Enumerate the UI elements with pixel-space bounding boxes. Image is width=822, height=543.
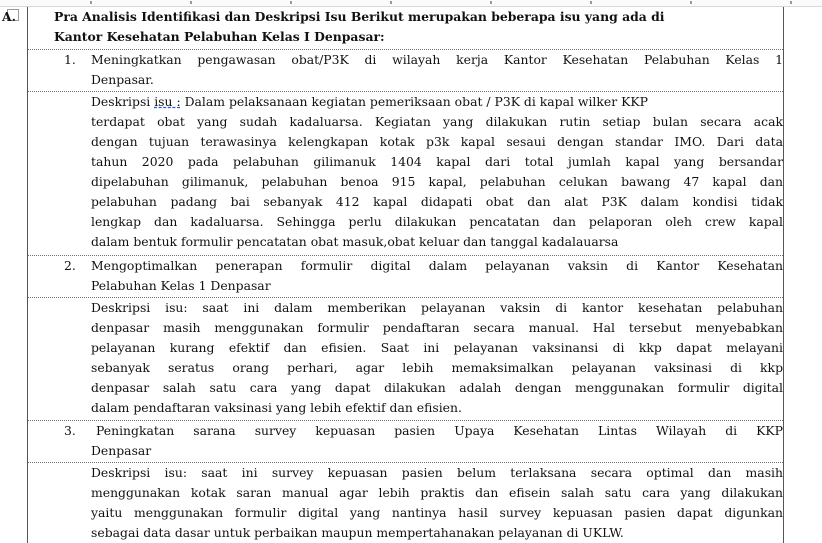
document-table: [2, 7, 784, 543]
item-description-line: sebagai data dasar untuk perbaikan maupun mempertahanakan pelayanan di UKLW.: [91, 525, 624, 540]
item-number: 3.: [64, 423, 76, 438]
item-description-line: lengkap dan kadaluarsa. Sehingga perlu dilakukan pencatatan dan pelaporan oleh crew kapal: [91, 214, 783, 229]
item-description-line: dengan tujuan terawasinya kelengkapan kotak p3k kapal sesaui dengan standar IMO. Dari data: [91, 134, 783, 149]
section-title-line-2: Kantor Kesehatan Pelabuhan Kelas I Denpasar:: [54, 29, 385, 44]
item-description-line: Deskripsi isu: saat ini dalam memberikan pelayanan vaksin di kantor kesehatan pelabuhan: [91, 300, 783, 315]
item-title-line: Denpasar.: [91, 72, 154, 87]
item-description-line: denpasar salah satu cara yang dapat dilakukan adalah dengan menggunakan formulir digital: [91, 380, 783, 395]
item-description-line: dalam bentuk formulir pencatatan obat masuk,obat keluar dan tanggal kadalauarsa: [91, 234, 619, 249]
item-title-line: Denpasar: [91, 443, 152, 458]
item-description-line: terdapat obat yang sudah kadaluarsa. Kegiatan yang dilakukan rutin setiap bulan secara acak: [91, 114, 783, 129]
item-description-line: dalam pendaftaran vaksinasi yang lebih efektif dan efisien.: [91, 400, 462, 415]
item-title-line: Mengoptimalkan penerapan formulir digital dalam pelayanan vaksin di Kantor Kesehatan: [91, 258, 783, 273]
item-description-line: Deskripsi isu: saat ini survey kepuasan pasien belum terlaksana secara optimal dan masih: [91, 465, 783, 480]
desc-keyword-spellcheck[interactable]: isu :: [154, 94, 181, 109]
ruler-tick: [690, 1, 692, 4]
item-description-line: denpasar masih menggunakan formulir pendaftaran secara manual. Hal tersebut menyebabkan: [91, 320, 783, 335]
item-description-line: pelayanan kurang efektif dan efisien. Saat ini pelayanan vaksinansi di kkp dapat melayani: [91, 340, 783, 355]
item-description-line: pelabuhan padang bai sebanyak 412 kapal didapati obat dan alat P3K dalam kondisi tidak: [91, 194, 783, 209]
desc-prefix: Deskripsi: [91, 94, 155, 109]
ruler-tick: [90, 1, 92, 4]
top-ruler[interactable]: [0, 0, 822, 7]
item-description-line: tahun 2020 pada pelabuhan gilimanuk 1404 kapal dari total jumlah kapal yang bersandar: [91, 154, 783, 169]
item-description-line: menggunakan kotak saran manual agar lebih praktis dan efisein salah satu cara yang dilakukan: [91, 485, 783, 500]
ruler-tick: [590, 1, 592, 4]
item-description-first-line: [91, 92, 783, 112]
item-title-line: Pelabuhan Kelas 1 Denpasar: [91, 278, 271, 293]
ruler-tick: [290, 1, 292, 4]
item-number: 2.: [64, 258, 76, 273]
desc-text: Dalam pelaksanaan kegiatan pemeriksaan obat / P3K di kapal wilker KKP: [180, 94, 648, 109]
item-description-line: dipelabuhan gilimanuk, pelabuhan benoa 915 kapal, pelabuhan celukan bawang 47 kapal dan: [91, 174, 783, 189]
item-description-line: yaitu menggunakan formulir digital yang nantinya hasil survey kepuasan pasien dapat digunkan: [91, 505, 783, 520]
ruler-tick: [790, 1, 792, 4]
item-description-line: sebanyak seratus orang perhari, agar lebih memaksimalkan pelayanan vaksinasi di kkp: [91, 360, 783, 375]
ruler-tick: [490, 1, 492, 4]
section-title-line-1: Pra Analisis Identifikasi dan Deskripsi Isu Berikut merupakan beberapa isu yang ada di: [54, 9, 665, 24]
item-number: 1.: [64, 52, 76, 67]
item-title-line: Meningkatkan pengawasan obat/P3K di wilayah kerja Kantor Kesehatan Pelabuhan Kelas 1: [91, 52, 783, 67]
ruler-tick: [390, 1, 392, 4]
ruler-tick: [190, 1, 192, 4]
section-letter: A.: [2, 9, 16, 24]
item-title-line: Peningkatan sarana survey kepuasan pasien Upaya Kesehatan Lintas Wilayah di KKP: [96, 423, 783, 438]
